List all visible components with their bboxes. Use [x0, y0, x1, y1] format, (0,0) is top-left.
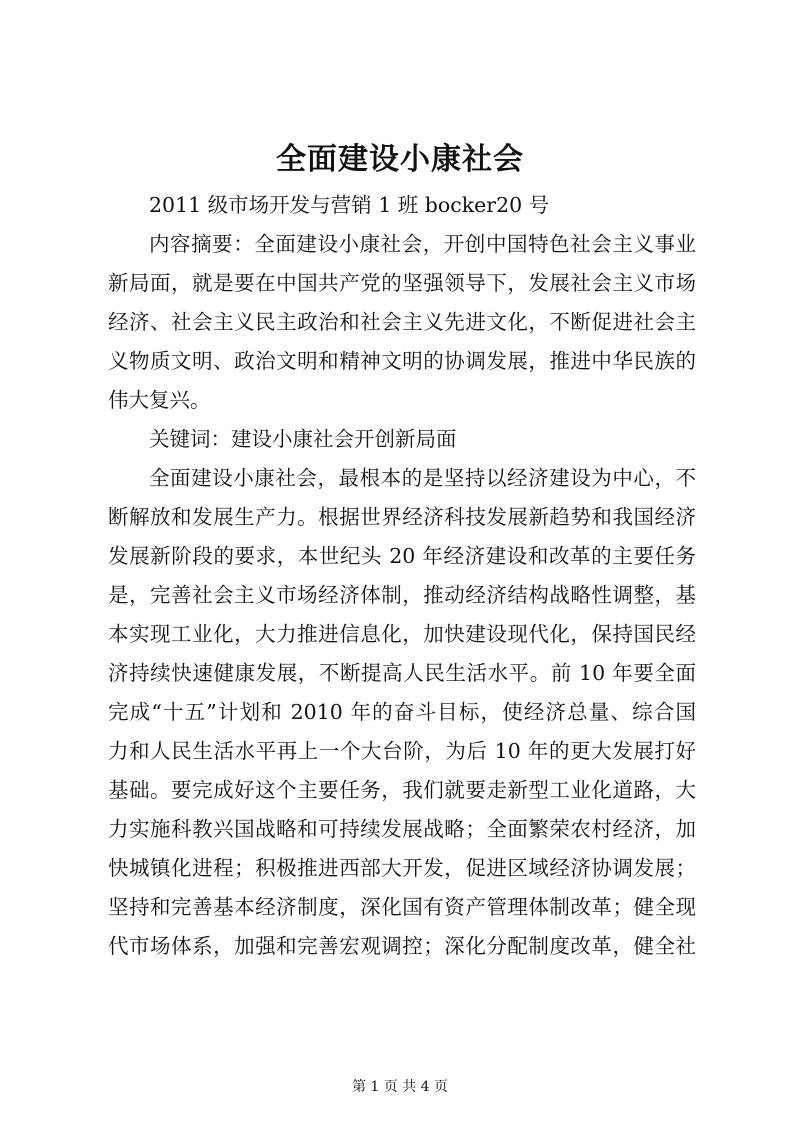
keywords-line: 关键词：建设小康社会开创新局面 — [149, 427, 457, 451]
author-line: 2011 级市场开发与营销 1 班 bocker20 号 — [149, 193, 550, 217]
body-line: 代市场体系，加强和完善宏观调控；深化分配制度改革，健全社 — [108, 934, 696, 958]
body-line: 坚持和完善基本经济制度，深化国有资产管理体制改革；健全现 — [108, 895, 696, 919]
abstract-line: 经济、社会主义民主政治和社会主义先进文化，不断促进社会主 — [108, 310, 696, 334]
abstract-line: 新局面，就是要在中国共产党的坚强领导下，发展社会主义市场 — [108, 271, 696, 295]
body-line: 断解放和发展生产力。根据世界经济科技发展新趋势和我国经济 — [108, 505, 696, 529]
body-line: 发展新阶段的要求，本世纪头 20 年经济建设和改革的主要任务 — [108, 544, 696, 568]
body-line: 本实现工业化，大力推进信息化，加快建设现代化，保持国民经 — [108, 622, 696, 646]
body-line: 力实施科教兴国战略和可持续发展战略；全面繁荣农村经济，加 — [108, 817, 696, 841]
body-line: 全面建设小康社会，最根本的是坚持以经济建设为中心，不 — [149, 466, 696, 490]
abstract-paragraph — [108, 225, 696, 420]
body-paragraph — [108, 459, 696, 966]
body-line: 完成“十五”计划和 2010 年的奋斗目标，使经济总量、综合国 — [108, 700, 696, 724]
body-line: 快城镇化进程；积极推进西部大开发，促进区域经济协调发展； — [108, 856, 696, 880]
abstract-line: 义物质文明、政治文明和精神文明的协调发展，推进中华民族的 — [108, 349, 696, 373]
body-line: 基础。要完成好这个主要任务，我们就要走新型工业化道路，大 — [108, 778, 696, 802]
body-line: 济持续快速健康发展，不断提高人民生活水平。前 10 年要全面 — [108, 661, 696, 685]
abstract-line: 内容摘要：全面建设小康社会，开创中国特色社会主义事业 — [149, 232, 696, 256]
document-title: 全面建设小康社会 — [276, 142, 524, 177]
document-body — [108, 186, 696, 966]
abstract-line: 伟大复兴。 — [108, 388, 211, 412]
body-line: 力和人民生活水平再上一个大台阶，为后 10 年的更大发展打好 — [108, 739, 696, 763]
page-number-footer: 第 1 页 共 4 页 — [351, 1079, 449, 1095]
body-line: 是，完善社会主义市场经济体制，推动经济结构战略性调整，基 — [108, 583, 696, 607]
